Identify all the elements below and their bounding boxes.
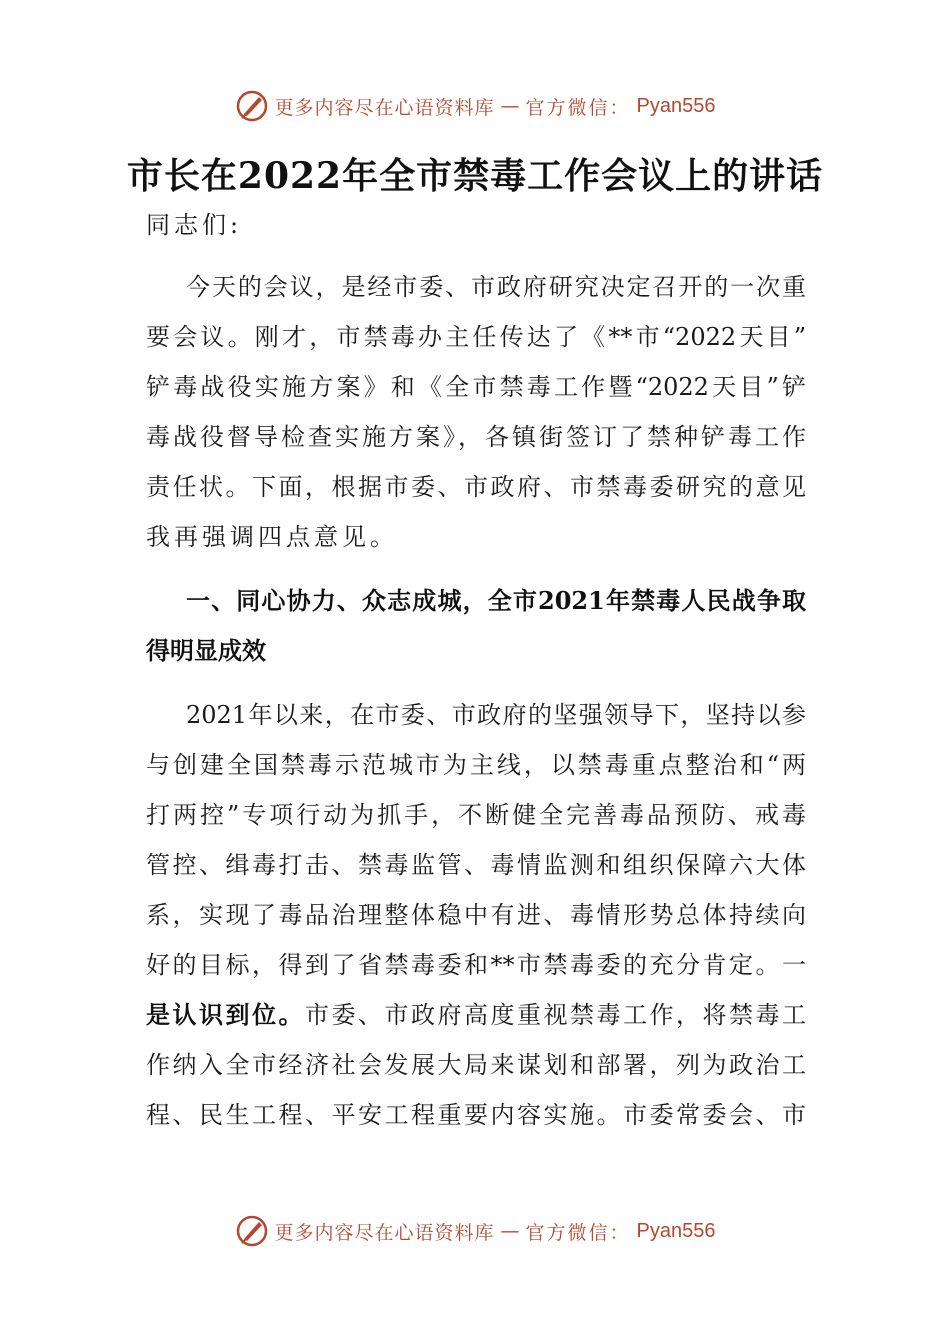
bold-lead: 是认识到位。 [146, 1000, 305, 1029]
banner-wechat-label: 官方微信： [525, 96, 631, 119]
banner-text: 更多内容尽在心语资料库 [274, 1221, 495, 1244]
paragraph-line: 毒战役督导检查实施方案》，各镇街签订了禁种铲毒工作 [146, 423, 806, 451]
paragraph-line: 今天的会议，是经市委、市政府研究决定召开的一次重 [186, 273, 806, 301]
paragraph-line: 管控、缉毒打击、禁毒监管、毒情监测和组织保障六大体 [146, 851, 806, 879]
banner-wechat-id: Pyan556 [636, 94, 716, 117]
paragraph-line: 我再强调四点意见。 [146, 523, 398, 551]
section-heading-line: 一、同心协力、众志成城，全市2021年禁毒人民战争取 [186, 586, 806, 615]
paragraph-line: 与创建全国禁毒示范城市为主线，以禁毒重点整治和“两 [146, 751, 806, 779]
paragraph-line: 系，实现了毒品治理整体稳中有进、毒情形势总体持续向 [146, 901, 806, 929]
greeting: 同志们: [146, 211, 243, 239]
paragraph-line: 责任状。下面，根据市委、市政府、市禁毒委研究的意见 [146, 473, 806, 501]
paragraph-line: 2021年以来，在市委、市政府的坚强领导下，坚持以参 [186, 701, 806, 729]
watermark-banner-top [0, 86, 950, 126]
paragraph-line: 作纳入全市经济社会发展大局来谋划和部署，列为政治工 [146, 1051, 806, 1079]
banner-dash: — [500, 95, 520, 117]
banner-wechat-id: Pyan556 [636, 1219, 716, 1242]
document-title: 市长在2022年全市禁毒工作会议上的讲话 [126, 155, 824, 197]
watermark-banner-bottom [0, 1211, 950, 1251]
paragraph-line [146, 990, 806, 1040]
paragraph-line: 好的目标，得到了省禁毒委和**市禁毒委的充分肯定。一 [146, 951, 806, 979]
banner-text: 更多内容尽在心语资料库 [274, 96, 495, 119]
paragraph-line: 铲毒战役实施方案》和《全市禁毒工作暨“2022天目”铲 [146, 373, 806, 401]
section-heading-line: 得明显成效 [146, 636, 266, 665]
banner-dash: — [500, 1220, 520, 1242]
paragraph-line: 要会议。刚才，市禁毒办主任传达了《**市“2022天目” [146, 323, 806, 351]
banner-wechat-label: 官方微信： [525, 1221, 631, 1244]
document-body [146, 200, 806, 1140]
paragraph-line: 程、民生工程、平安工程重要内容实施。市委常委会、市 [146, 1101, 806, 1129]
paragraph-line: 打两控”专项行动为抓手，不断健全完善毒品预防、戒毒 [146, 801, 806, 829]
quill-pen-logo-icon [235, 1214, 269, 1248]
quill-pen-logo-icon [235, 89, 269, 123]
paragraph-text: 市委、市政府高度重视禁毒工作，将禁毒工 [305, 1001, 806, 1029]
